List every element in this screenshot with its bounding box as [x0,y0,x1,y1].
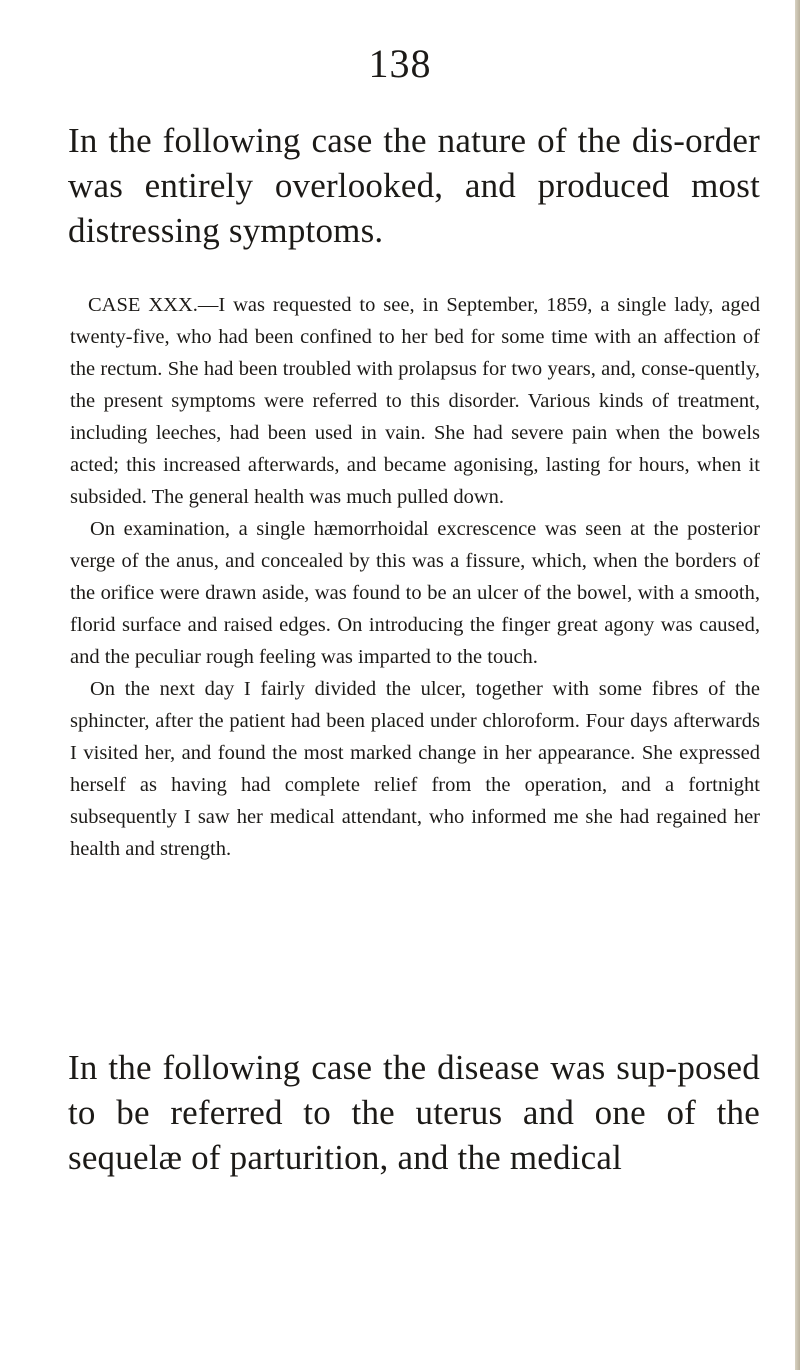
case-paragraph-2: On examination, a single hæmorrhoidal excrescence was seen at the posterior verge of the anus, and concealed by this was a fissure, which, when the borders of the orifice were drawn aside, was found to be an ulcer of the bowel, with a smooth, florid surface and raised edges. On introducing the finger great agony was caused, and the peculiar rough feeling was imparted to the touch. [70,518,760,668]
closing-heading: In the following case the disease was sup-posed to be referred to the uterus and one of the sequelæ of parturition, and the medical [68,1048,760,1177]
case-paragraph-1: CASE XXX.—I was requested to see, in September, 1859, a single lady, aged twenty-five, who had been confined to her bed for some time with an affection of the rectum. She had been troubled with prolapsus for two years, and, conse-quently, the present symptoms were referred to this disorder. Various kinds of treatment, including leeches, had been used in vain. She had severe pain when the bowels acted; this increased afterwards, and became agonising, lasting for hours, when it subsided. The general health was much pulled down. [70,294,760,508]
page-number: 138 [368,41,432,86]
page-edge-shadow [795,0,800,1370]
case-paragraph-3: On the next day I fairly divided the ulcer, together with some fibres of the sphincter, after the patient had been placed under chloroform. Four days afterwards I visited her, and found the most marked change in her appearance. She expressed herself as having had complete relief from the operation, and a fortnight subsequently I saw her medical attendant, who informed me she had regained her health and strength. [70,678,760,860]
intro-heading: In the following case the nature of the dis-order was entirely overlooked, and produced most distressing symptoms. [68,121,760,250]
case-body [70,289,760,865]
